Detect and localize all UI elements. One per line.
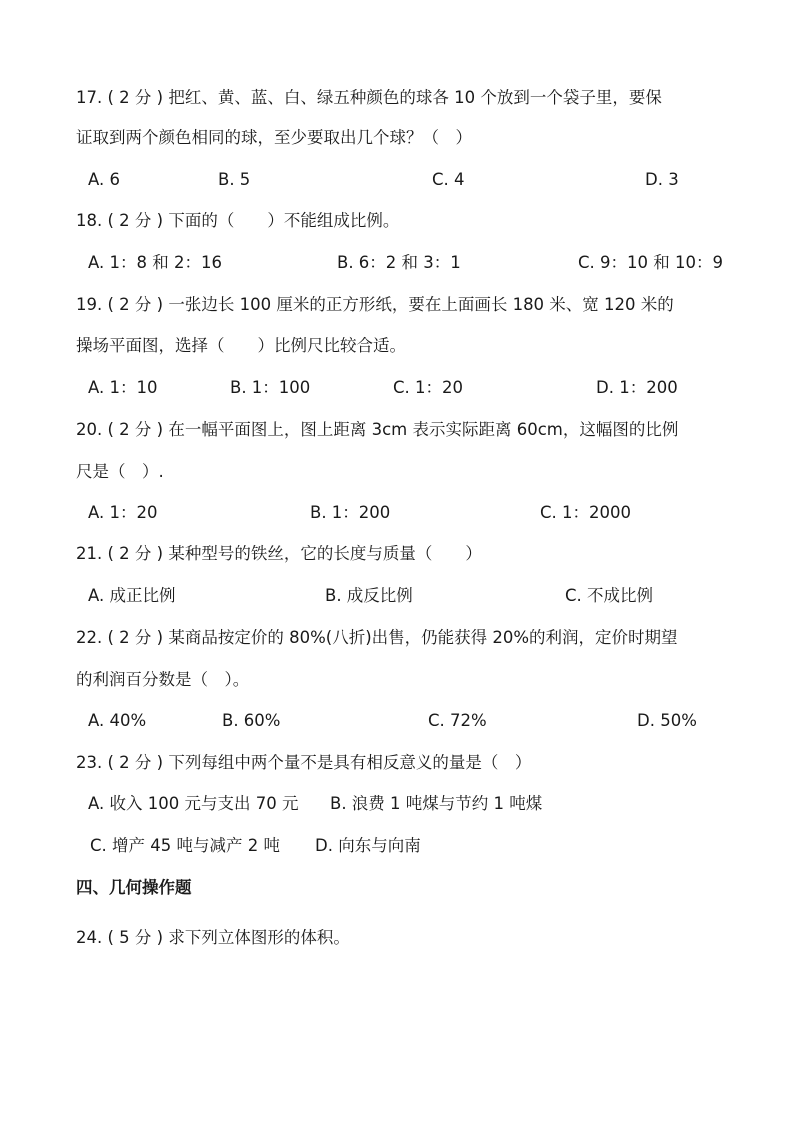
q19-option-a: A. 1：10 — [88, 378, 158, 397]
q21-option-a: A. 成正比例 — [88, 586, 176, 605]
q19-stem-line-2: 操场平面图，选择（ ）比例尺比较合适。 — [76, 336, 406, 355]
q20-stem-line-2: 尺是（ ）. — [76, 462, 164, 481]
q23-option-d: D. 向东与向南 — [315, 836, 421, 855]
q23-stem-line-1: 23. ( 2 分 ) 下列每组中两个量不是具有相反意义的量是（ ） — [76, 753, 532, 772]
q18-option-b: B. 6：2 和 3：1 — [337, 253, 461, 272]
q17-stem-line-2: 证取到两个颜色相同的球，至少要取出几个球？（ ） — [76, 128, 472, 147]
q20-option-b: B. 1：200 — [310, 503, 391, 522]
q22-option-c: C. 72% — [428, 711, 487, 730]
q17-option-d: D. 3 — [645, 170, 679, 189]
q19-option-d: D. 1：200 — [596, 378, 678, 397]
q20-option-a: A. 1：20 — [88, 503, 158, 522]
q21-option-b: B. 成反比例 — [325, 586, 413, 605]
q23-option-b: B. 浪费 1 吨煤与节约 1 吨煤 — [330, 794, 543, 813]
q18-option-a: A. 1：8 和 2：16 — [88, 253, 222, 272]
q22-option-b: B. 60% — [222, 711, 281, 730]
q18-stem-line-1: 18. ( 2 分 ) 下面的（ ）不能组成比例。 — [76, 211, 400, 230]
q19-option-b: B. 1：100 — [230, 378, 311, 397]
section-heading: 四、几何操作题 — [76, 878, 192, 897]
q19-stem-line-1: 19. ( 2 分 ) 一张边长 100 厘米的正方形纸，要在上面画长 180 米、宽 120 米的 — [76, 295, 674, 314]
q19-option-c: C. 1：20 — [393, 378, 464, 397]
q18-option-c: C. 9：10 和 10：9 — [578, 253, 723, 272]
q22-option-d: D. 50% — [637, 711, 697, 730]
q21-stem-line-1: 21. ( 2 分 ) 某种型号的铁丝，它的长度与质量（ ） — [76, 544, 482, 563]
q17-option-c: C. 4 — [432, 170, 465, 189]
q20-stem-line-1: 20. ( 2 分 ) 在一幅平面图上，图上距离 3cm 表示实际距离 60cm，这幅图的比例 — [76, 420, 679, 439]
q17-stem-line-1: 17. ( 2 分 ) 把红、黄、蓝、白、绿五种颜色的球各 10 个放到一个袋子里，要保 — [76, 88, 662, 107]
q22-stem-line-1: 22. ( 2 分 ) 某商品按定价的 80%(八折)出售，仍能获得 20%的利润，定价时期望 — [76, 628, 678, 647]
q17-option-b: B. 5 — [218, 170, 251, 189]
q17-option-a: A. 6 — [88, 170, 120, 189]
q21-option-c: C. 不成比例 — [565, 586, 654, 605]
q24-stem-line-1: 24. ( 5 分 ) 求下列立体图形的体积。 — [76, 928, 350, 947]
q23-option-c: C. 增产 45 吨与减产 2 吨 — [90, 836, 280, 855]
q22-stem-line-2: 的利润百分数是（ ）。 — [76, 670, 250, 689]
q22-option-a: A. 40% — [88, 711, 147, 730]
q23-option-a: A. 收入 100 元与支出 70 元 — [88, 794, 299, 813]
q20-option-c: C. 1：2000 — [540, 503, 631, 522]
